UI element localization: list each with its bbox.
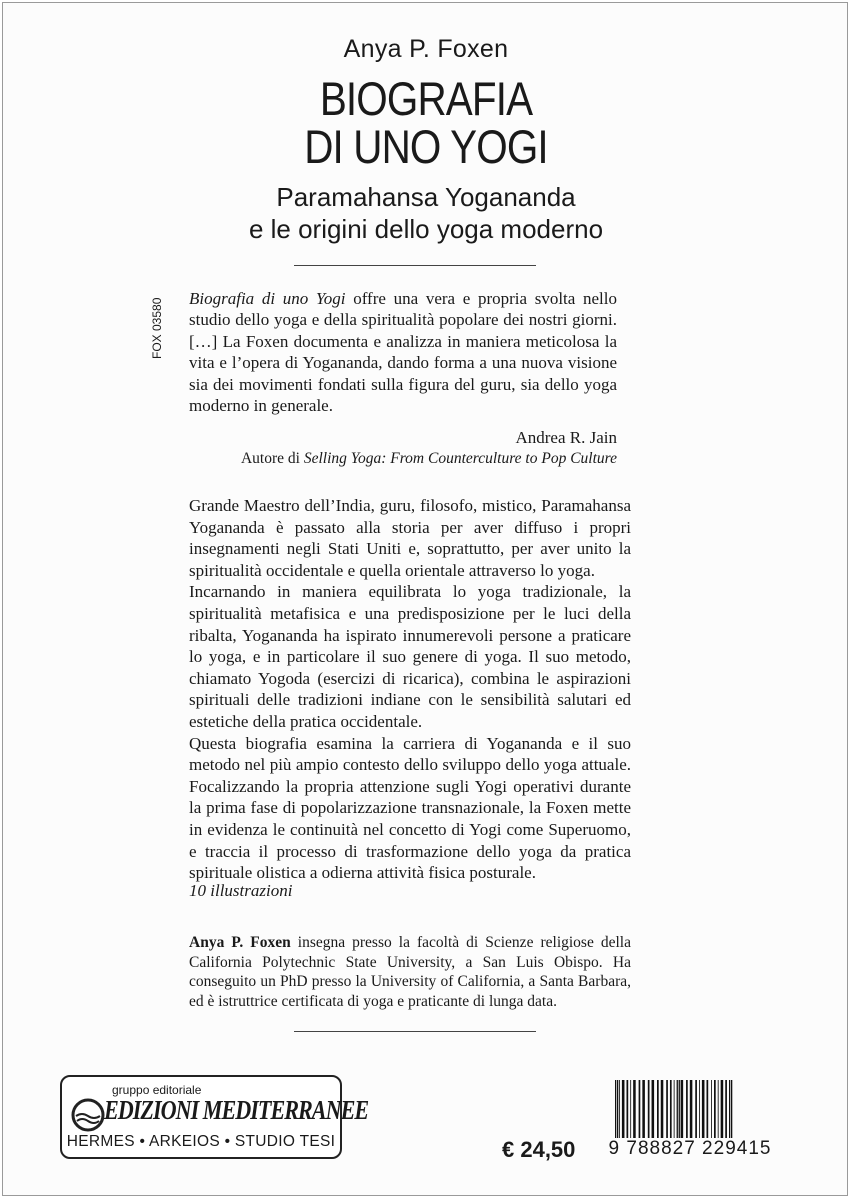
author-bio: [189, 933, 631, 1011]
description-paragraph-2: Incarnando in maniera equilibrata lo yoga tradizionale, la spiritualità metafisica e una predisposizione per le luci della ribalta, Yogananda ha ispirato innumerevoli persone a praticare lo yoga, e in particolare il suo genere di yoga. Il suo metodo, chiamato Yogoda (esercizi di ricarica), combina le aspirazioni spirituali delle tradizioni indiane con le sensibilità salutari ed estetiche della pratica occidentale.: [189, 582, 631, 731]
quote-book-title: Biografia di uno Yogi: [189, 289, 346, 308]
quote-role-book: Selling Yoga: From Counterculture to Pop Culture: [303, 450, 617, 467]
side-product-code: FOX 03580: [150, 297, 164, 359]
quote-author-role: [189, 449, 617, 469]
book-subtitle: [3, 181, 849, 245]
description-paragraph-1: Grande Maestro dell’India, guru, filosofo, mistico, Paramahansa Yogananda è passato alla storia per aver diffuso i propri insegnamenti negli Stati Uniti e, soprattutto, per aver unito la spiritualità occidentale e quella orientale attraverso lo yoga.: [189, 496, 631, 580]
book-description: [189, 495, 631, 884]
top-divider: [294, 265, 536, 266]
quote-role-prefix: Autore di: [240, 450, 304, 467]
bio-author-name: Anya P. Foxen: [189, 934, 291, 951]
bottom-divider: [294, 1031, 536, 1032]
book-back-cover: [2, 2, 848, 1196]
book-title: [62, 72, 790, 173]
quote-text: offre una vera e propria svolta nello studio dello yoga e della spiritualità popolare dei nostri giorni. […] La Foxen documenta e analizza in maniera meticolosa la vita e l’opera di Yogananda, dando forma a una nuova visione sia dei movimenti fondati sulla figura del guru, sia dello yoga moderno in generale.: [189, 289, 617, 416]
publisher-name: EDIZIONI MEDITERRANEE: [104, 1095, 369, 1125]
quote-author: Andrea R. Jain: [515, 428, 617, 447]
title-line-2: DI UNO YOGI: [304, 120, 548, 173]
publisher-imprints: HERMES • ARKEIOS • STUDIO TESI: [66, 1133, 336, 1150]
publisher-logo-box: [60, 1075, 369, 1159]
price-label: € 24,50: [502, 1137, 576, 1162]
review-quote: [189, 288, 617, 416]
subtitle-line-2: e le origini dello yoga moderno: [248, 214, 604, 244]
publisher-emblem-icon: [70, 1097, 106, 1133]
author-name: Anya P. Foxen: [343, 35, 509, 63]
isbn-number: 9 788827 229415: [601, 1138, 779, 1160]
subtitle-line-1: Paramahansa Yogananda: [276, 182, 576, 212]
title-line-1: BIOGRAFIA: [319, 72, 533, 125]
publisher-group-label: gruppo editoriale: [112, 1083, 202, 1097]
bio-text: insegna presso la facoltà di Scienze religiose della California Polytechnic State University, a San Luis Obispo. Ha conseguito un PhD presso la University of California, a Santa Barbara, ed è istruttrice certificata di yoga e praticante di lunga data.: [189, 934, 631, 1010]
illustrations-note: 10 illustrazioni: [189, 881, 293, 900]
description-paragraph-3: Questa biografia esamina la carriera di Yogananda e il suo metodo nel più ampio contesto dello sviluppo dello yoga attuale. Focalizzando la propria attenzione sugli Yogi operativi durante la prima fase di popolarizzazione transnazionale, la Foxen mette in evidenza le continuità nel concetto di Yogi come Superuomo, e traccia il processo di trasformazione dello yoga da pratica spirituale olistica a odierna attività fisica posturale.: [189, 733, 631, 883]
